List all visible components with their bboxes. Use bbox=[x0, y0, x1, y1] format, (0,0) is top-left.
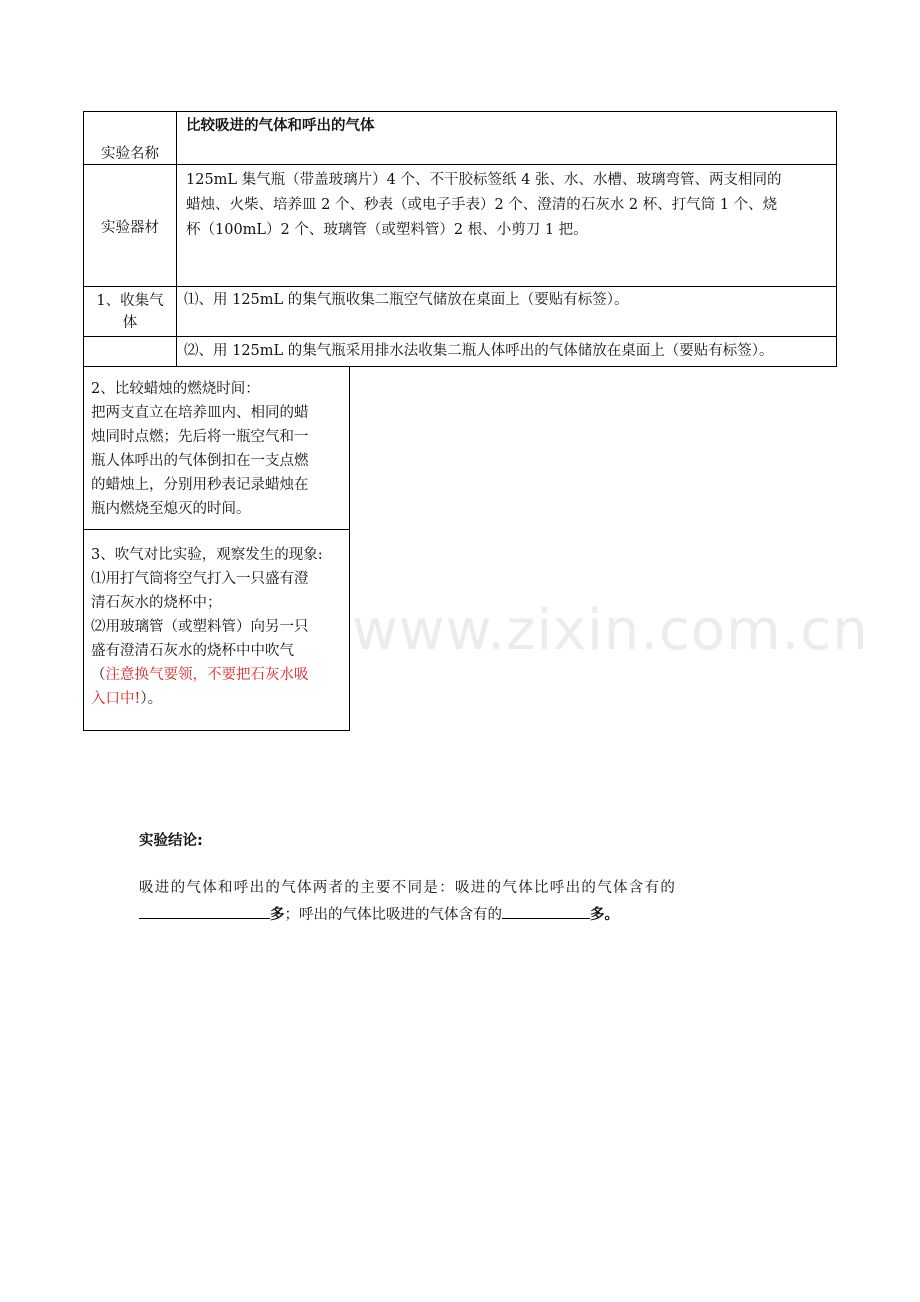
collect-label-line: 体 bbox=[122, 315, 138, 331]
candle-line: 瓶人体呼出的气体倒扣在一支点燃 bbox=[91, 453, 309, 469]
warning-text: 注意换气要领，不要把石灰水吸 bbox=[105, 667, 309, 683]
name-value-cell bbox=[176, 111, 837, 165]
collect-step2-cell bbox=[176, 336, 837, 367]
experiment-title: 比较吸进的气体和呼出的气体 bbox=[186, 118, 375, 134]
materials-label-cell bbox=[83, 164, 177, 287]
candle-box bbox=[83, 366, 350, 530]
blow-line bbox=[91, 663, 323, 687]
conclusion-more-1: 多 bbox=[270, 906, 285, 923]
paren-close: ）。 bbox=[140, 691, 163, 707]
collect-step1: ⑴、用 125mL 的集气瓶收集二瓶空气储放在桌面上（要贴有标签）。 bbox=[184, 292, 629, 308]
blow-line: 3、吹气对比实验，观察发生的现象: bbox=[91, 547, 323, 563]
materials-line: 125mL 集气瓶（带盖玻璃片）4 个、不干胶标签纸 4 张、水、水槽、玻璃弯管、两支相同的 bbox=[186, 172, 782, 188]
blow-line: 清石灰水的烧杯中； bbox=[91, 595, 222, 611]
blow-line: 盛有澄清石灰水的烧杯中中吹气 bbox=[91, 643, 294, 659]
warning-text: 入口中! bbox=[91, 691, 141, 707]
answer-blank-1[interactable] bbox=[139, 902, 270, 919]
blow-line: ⑴用打气筒将空气打入一只盛有澄 bbox=[91, 571, 309, 587]
conclusion-middle: ；呼出的气体比吸进的气体含有的 bbox=[284, 907, 502, 923]
materials-value-cell bbox=[176, 164, 837, 287]
materials-line: 蜡烛、火柴、培养皿 2 个、秒表（或电子手表）2 个、澄清的石灰水 2 杯、打气筒 1 个、烧 bbox=[186, 197, 778, 213]
conclusion-line1: 吸进的气体和呼出的气体两者的主要不同是：吸进的气体比呼出的气体含有的 bbox=[139, 880, 677, 896]
watermark: www.zixin.com.cn bbox=[352, 598, 869, 663]
collect-label-line: 1、收集气 bbox=[96, 293, 164, 309]
candle-line: 瓶内燃烧至熄灭的时间。 bbox=[91, 501, 251, 517]
collect-label bbox=[84, 290, 176, 334]
materials-label: 实验器材 bbox=[101, 220, 159, 236]
candle-line: 烛同时点燃；先后将一瓶空气和一 bbox=[91, 429, 309, 445]
materials-text bbox=[186, 168, 781, 243]
candle-line: 2、比较蜡烛的燃烧时间： bbox=[91, 381, 260, 397]
conclusion-more-2: 多。 bbox=[590, 906, 619, 923]
blow-box bbox=[83, 529, 350, 731]
collect-empty-cell bbox=[83, 336, 177, 367]
answer-blank-2[interactable] bbox=[502, 902, 590, 919]
collect-step1-cell bbox=[176, 286, 837, 337]
materials-line: 杯（100mL）2 个、玻璃管（或塑料管）2 根、小剪刀 1 把。 bbox=[186, 222, 588, 238]
candle-line: 把两支直立在培养皿内、相同的蜡 bbox=[91, 405, 309, 421]
collect-step2: ⑵、用 125mL 的集气瓶采用排水法收集二瓶人体呼出的气体储放在桌面上（要贴有标签）。 bbox=[184, 343, 774, 359]
candle-line: 的蜡烛上，分别用秒表记录蜡烛在 bbox=[91, 477, 309, 493]
candle-text bbox=[91, 377, 309, 521]
collect-label-cell bbox=[83, 286, 177, 337]
conclusion-line2 bbox=[139, 902, 619, 924]
conclusion-heading: 实验结论: bbox=[139, 833, 203, 849]
name-label-cell bbox=[83, 111, 177, 165]
blow-text bbox=[91, 543, 323, 711]
name-label: 实验名称 bbox=[101, 146, 159, 162]
paren-open: （ bbox=[91, 667, 106, 683]
blow-line: ⑵用玻璃管（或塑料管）向另一只 bbox=[91, 619, 309, 635]
blow-line bbox=[91, 687, 323, 711]
